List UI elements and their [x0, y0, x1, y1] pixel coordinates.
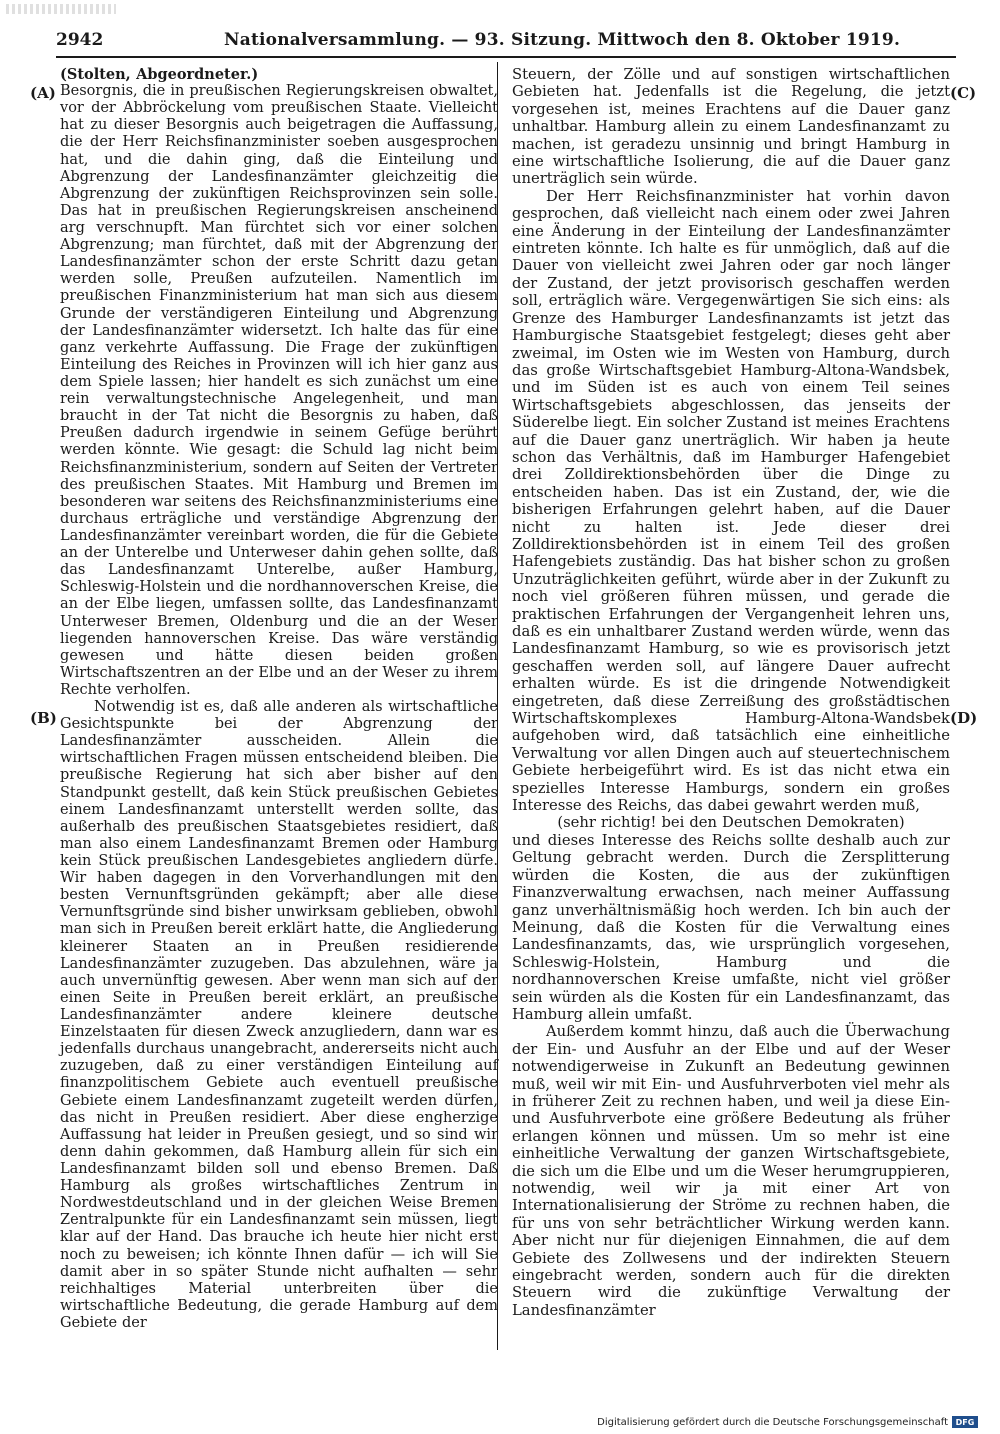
paragraph: Außerdem kommt hinzu, daß auch die Überwachung der Ein- und Ausfuhr an der Elbe und auf der Weser notwendigerweise in Zukunft an Bedeutung gewinnen muß, weil wir mit Ein- und Ausfuhrverboten viel mehr als in früherer Zeit zu rechnen haben, und weil ja diese Ein- und Ausfuhrverbote eine größere Bedeutung als früher erlangen können und müssen. Um so mehr ist eine einheitliche Verwaltung der ganzen Wirtschaftsgebiete, die sich um die Elbe und um die Weser herumgruppieren, notwendig, weil wir ja mit einer Art von Internationalisierung der Ströme zu rechnen haben, die für uns von sehr beträchtlicher Wirkung werden kann. Aber nicht nur für diejenigen Einnahmen, die auf dem Gebiete des Zollwesens und der indirekten Steuern eingebracht werden, sondern auch für die direkten Steuern wird die zukünftige Verwaltung der Landesfinanzämter [512, 1023, 950, 1319]
paragraph: und dieses Interesse des Reichs sollte deshalb auch zur Geltung gebracht werden. Durch die Zersplitterung würden die Kosten, die aus der zukünftigen Finanzverwaltung erwachsen, nach meiner Auffassung ganz unverhältnismäßig hoch werden. Ich bin auch der Meinung, daß die Kosten für die Verwaltung eines Landesfinanzamts, das, wie ursprünglich vorgesehen, Schleswig-Holstein, Hamburg und die nordhannoverschen Kreise umfaßte, nicht viel größer sein würden als die Kosten für ein Landesfinanzamt, das Hamburg allein umfaßt. [512, 831, 950, 1023]
digitization-credit [597, 1416, 978, 1428]
dfg-logo-icon: DFG [952, 1416, 978, 1428]
paragraph: Notwendig ist es, daß alle anderen als wirtschaftliche Gesichtspunkte bei der Abgrenzung der Landesfinanzämter ausscheiden. Allein die wirtschaftlichen Fragen müssen entscheidend bleiben. Die preußische Regierung hat sich aber bisher auf den Standpunkt gestellt, daß kein Stück preußischen Gebietes einem Landesfinanzamt unterstellt werden sollte, das außerhalb des preußischen Staatsgebietes residiert, daß man also einem Landesfinanzamt Bremen oder Hamburg kein Stück preußischen Landesgebietes angliedern dürfe. Wir haben dagegen in den Vorverhandlungen mit den besten Vernunftsgründen gekämpft; aber alle diese Vernunftsgründe sind bisher unwirksam geblieben, obwohl man sich in Preußen bereit erklärt hatte, die Angliederung kleinerer Staaten an in Preußen residierende Landesfinanzämter zuzugeben. Das abzulehnen, wäre ja auch unvernünftig gewesen. Aber wenn man sich auf der einen Seite in Preußen bereit erklärt, an preußische Landesfinanzämter andere kleinere deutsche Einzelstaaten für diesen Zweck anzugliedern, dann war es jedenfalls durchaus unangebracht, andererseits nicht auch zuzugeben, daß zu einer verständigen Einteilung auf finanzpolitischem Gebiete auch eventuell preußische Gebiete einem Landesfinanzamt zugeteilt werden dürfen, das nicht in Preußen residiert. Aber diese engherzige Auffassung hat leider in Preußen gesiegt, und so sind wir denn dahin gekommen, daß Hamburg allein für sich ein Landesfinanzamt bilden soll und ebenso Bremen. Daß Hamburg als großes wirtschaftliches Zentrum in Nordwestdeutschland und in der gleichen Weise Bremen Zentralpunkte für ein Landesfinanzamt sein müssen, liegt klar auf der Hand. Das brauche ich heute hier nicht erst noch zu beweisen; ich könnte Ihnen dafür — ich will Sie damit aber in so später Stunde nicht aufhalten — sehr reichhaltiges Material unterbreiten über die wirtschaftliche Bedeutung, die gerade Hamburg auf dem Gebiete der [60, 699, 498, 1331]
margin-marker-b: (B) [30, 709, 57, 727]
running-head: Nationalversammlung. — 93. Sitzung. Mittwoch den 8. Oktober 1919. [224, 30, 901, 50]
credit-text: Digitalisierung gefördert durch die Deutsche Forschungsgemeinschaft [597, 1416, 948, 1428]
left-column [60, 66, 498, 1332]
paragraph: Der Herr Reichsfinanzminister hat vorhin davon gesprochen, daß vielleicht nach einem oder zwei Jahren eine Änderung in der Einteilung der Landesfinanzämter eintreten könnte. Ich halte es für unmöglich, daß auf die Dauer von vielleicht zwei Jahren oder gar noch länger der Zustand, der jetzt provisorisch geschaffen werden soll, erträglich wäre. Vergegenwärtigen Sie sich eins: als Grenze des Hamburger Landesfinanzamts ist jetzt das Hamburgische Staatsgebiet festgelegt; dieses geht aber zweimal, im Osten wie im Westen von Hamburg, durch das große Wirtschaftsgebiet Hamburg-Altona-Wandsbek, und im Süden ist es auch von einem Teil seines Wirtschaftsgebiets abgeschlossen, das jenseits der Süderelbe liegt. Ein solcher Zustand ist meines Erachtens auf die Dauer ganz unerträglich. Wir haben ja heute schon das Verhältnis, daß im Hamburger Hafengebiet drei Zolldirektionsbehörden über die Dinge zu entscheiden haben. Das ist ein Zustand, der, wie die bisherigen Erfahrungen gelehrt haben, auf die Dauer nicht zu halten ist. Jede dieser drei Zolldirektionsbehörden ist in einem Teil des großen Hafengebiets zuständig. Das hat bisher schon zu großen Unzuträglichkeiten geführt, würde aber in der Zukunft zu noch viel größeren führen müssen, und gerade die praktischen Erfahrungen der Vergangenheit lehren uns, daß es ein unhaltbarer Zustand werden würde, wenn das Landesfinanzamt Hamburg, so wie es provisorisch jetzt geschaffen werden soll, auf längere Dauer aufrecht erhalten würde. Es ist die dringende Notwendigkeit eingetreten, daß diese Zerreißung des großstädtischen Wirtschaftskomplexes Hamburg-Altona-Wandsbek aufgehoben wird, daß tatsächlich eine einheitliche Verwaltung vor allen Dingen auch auf steuertechnischem Gebiete herbeigeführt wird. Es ist das nicht etwa ein spezielles Interesse Hamburgs, sondern ein großes Interesse des Reichs, das dabei gewahrt werden muß, [512, 187, 950, 815]
interjection: (sehr richtig! bei den Deutschen Demokraten) [557, 814, 905, 832]
paragraph: Steuern, der Zölle und auf sonstigen wirtschaftlichen Gebieten hat. Jedenfalls ist die Regelung, die jetzt vorgesehen ist, meines Erachtens auf die Dauer ganz unhaltbar. Hamburg allein zu einem Landesfinanzamt zu machen, ist geradezu unsinnig und bringt Hamburg in eine wirtschaftliche Isolierung, die auf die Dauer ganz unerträglich sein würde. [512, 66, 950, 188]
page-header [56, 30, 956, 58]
speaker-label: (Stolten, Abgeordneter.) [60, 66, 259, 83]
margin-marker-c: (C) [950, 84, 977, 102]
paragraph: Besorgnis, die in preußischen Regierungskreisen obwaltet, vor der Abbröckelung vom preußischen Staate. Vielleicht hat zu dieser Besorgnis auch beigetragen die Auffassung, die der Herr Reichsfinanzminister soeben ausgesprochen hat, und die dahin ging, daß die Einteilung und Abgrenzung der Landesfinanzämter gleichzeitig die Abgrenzung der zukünftigen Reichsprovinzen sein solle. Das hat in preußischen Regierungskreisen anscheinend arg verschnupft. Man fürchtet sich vor einer solchen Abgrenzung; man fürchtet, daß mit der Abgrenzung der Landesfinanzämter schon der erste Schritt dazu getan werden solle, Preußen aufzuteilen. Namentlich im preußischen Finanzministerium hat man sich aus diesem Grunde der verständigeren Einteilung und Abgrenzung der Landesfinanzämter widersetzt. Ich halte das für eine ganz verkehrte Auffassung. Die Frage der zukünftigen Einteilung des Reiches in Provinzen will ich hier ganz aus dem Spiele lassen; hier handelt es sich zunächst um eine rein verwaltungstechnische Angelegenheit, und man braucht in der Tat nicht die Besorgnis zu haben, daß Preußen dadurch irgendwie in seinem Gefüge berührt werden könnte. Wie gesagt: die Schuld lag nicht beim Reichsfinanzministerium, sondern auf Seiten der Vertreter des preußischen Staates. Mit Hamburg und Bremen im besonderen war seitens des Reichsfinanzministeriums eine durchaus erträgliche und verständige Abgrenzung der Landesfinanzämter vereinbart worden, die für die Gebiete an der Unterelbe und Unterweser dahin gehen sollte, daß das Landesfinanzamt Unterelbe, außer Hamburg, Schleswig-Holstein und die nordhannoverschen Kreise, die an der Elbe liegen, umfassen sollte, das Landesfinanzamt Unterweser Bremen, Oldenburg und die an der Weser liegenden hannoverschen Kreise. Das wäre verständig gewesen und hätte diesen beiden großen Wirtschaftszentren an der Elbe und an der Weser zu ihrem Rechte verholfen. [60, 83, 498, 698]
right-column [512, 66, 950, 1319]
page-number: 2942 [56, 30, 104, 50]
scan-stamp [6, 4, 116, 14]
margin-marker-d: (D) [950, 709, 978, 727]
margin-marker-a: (A) [30, 84, 56, 102]
